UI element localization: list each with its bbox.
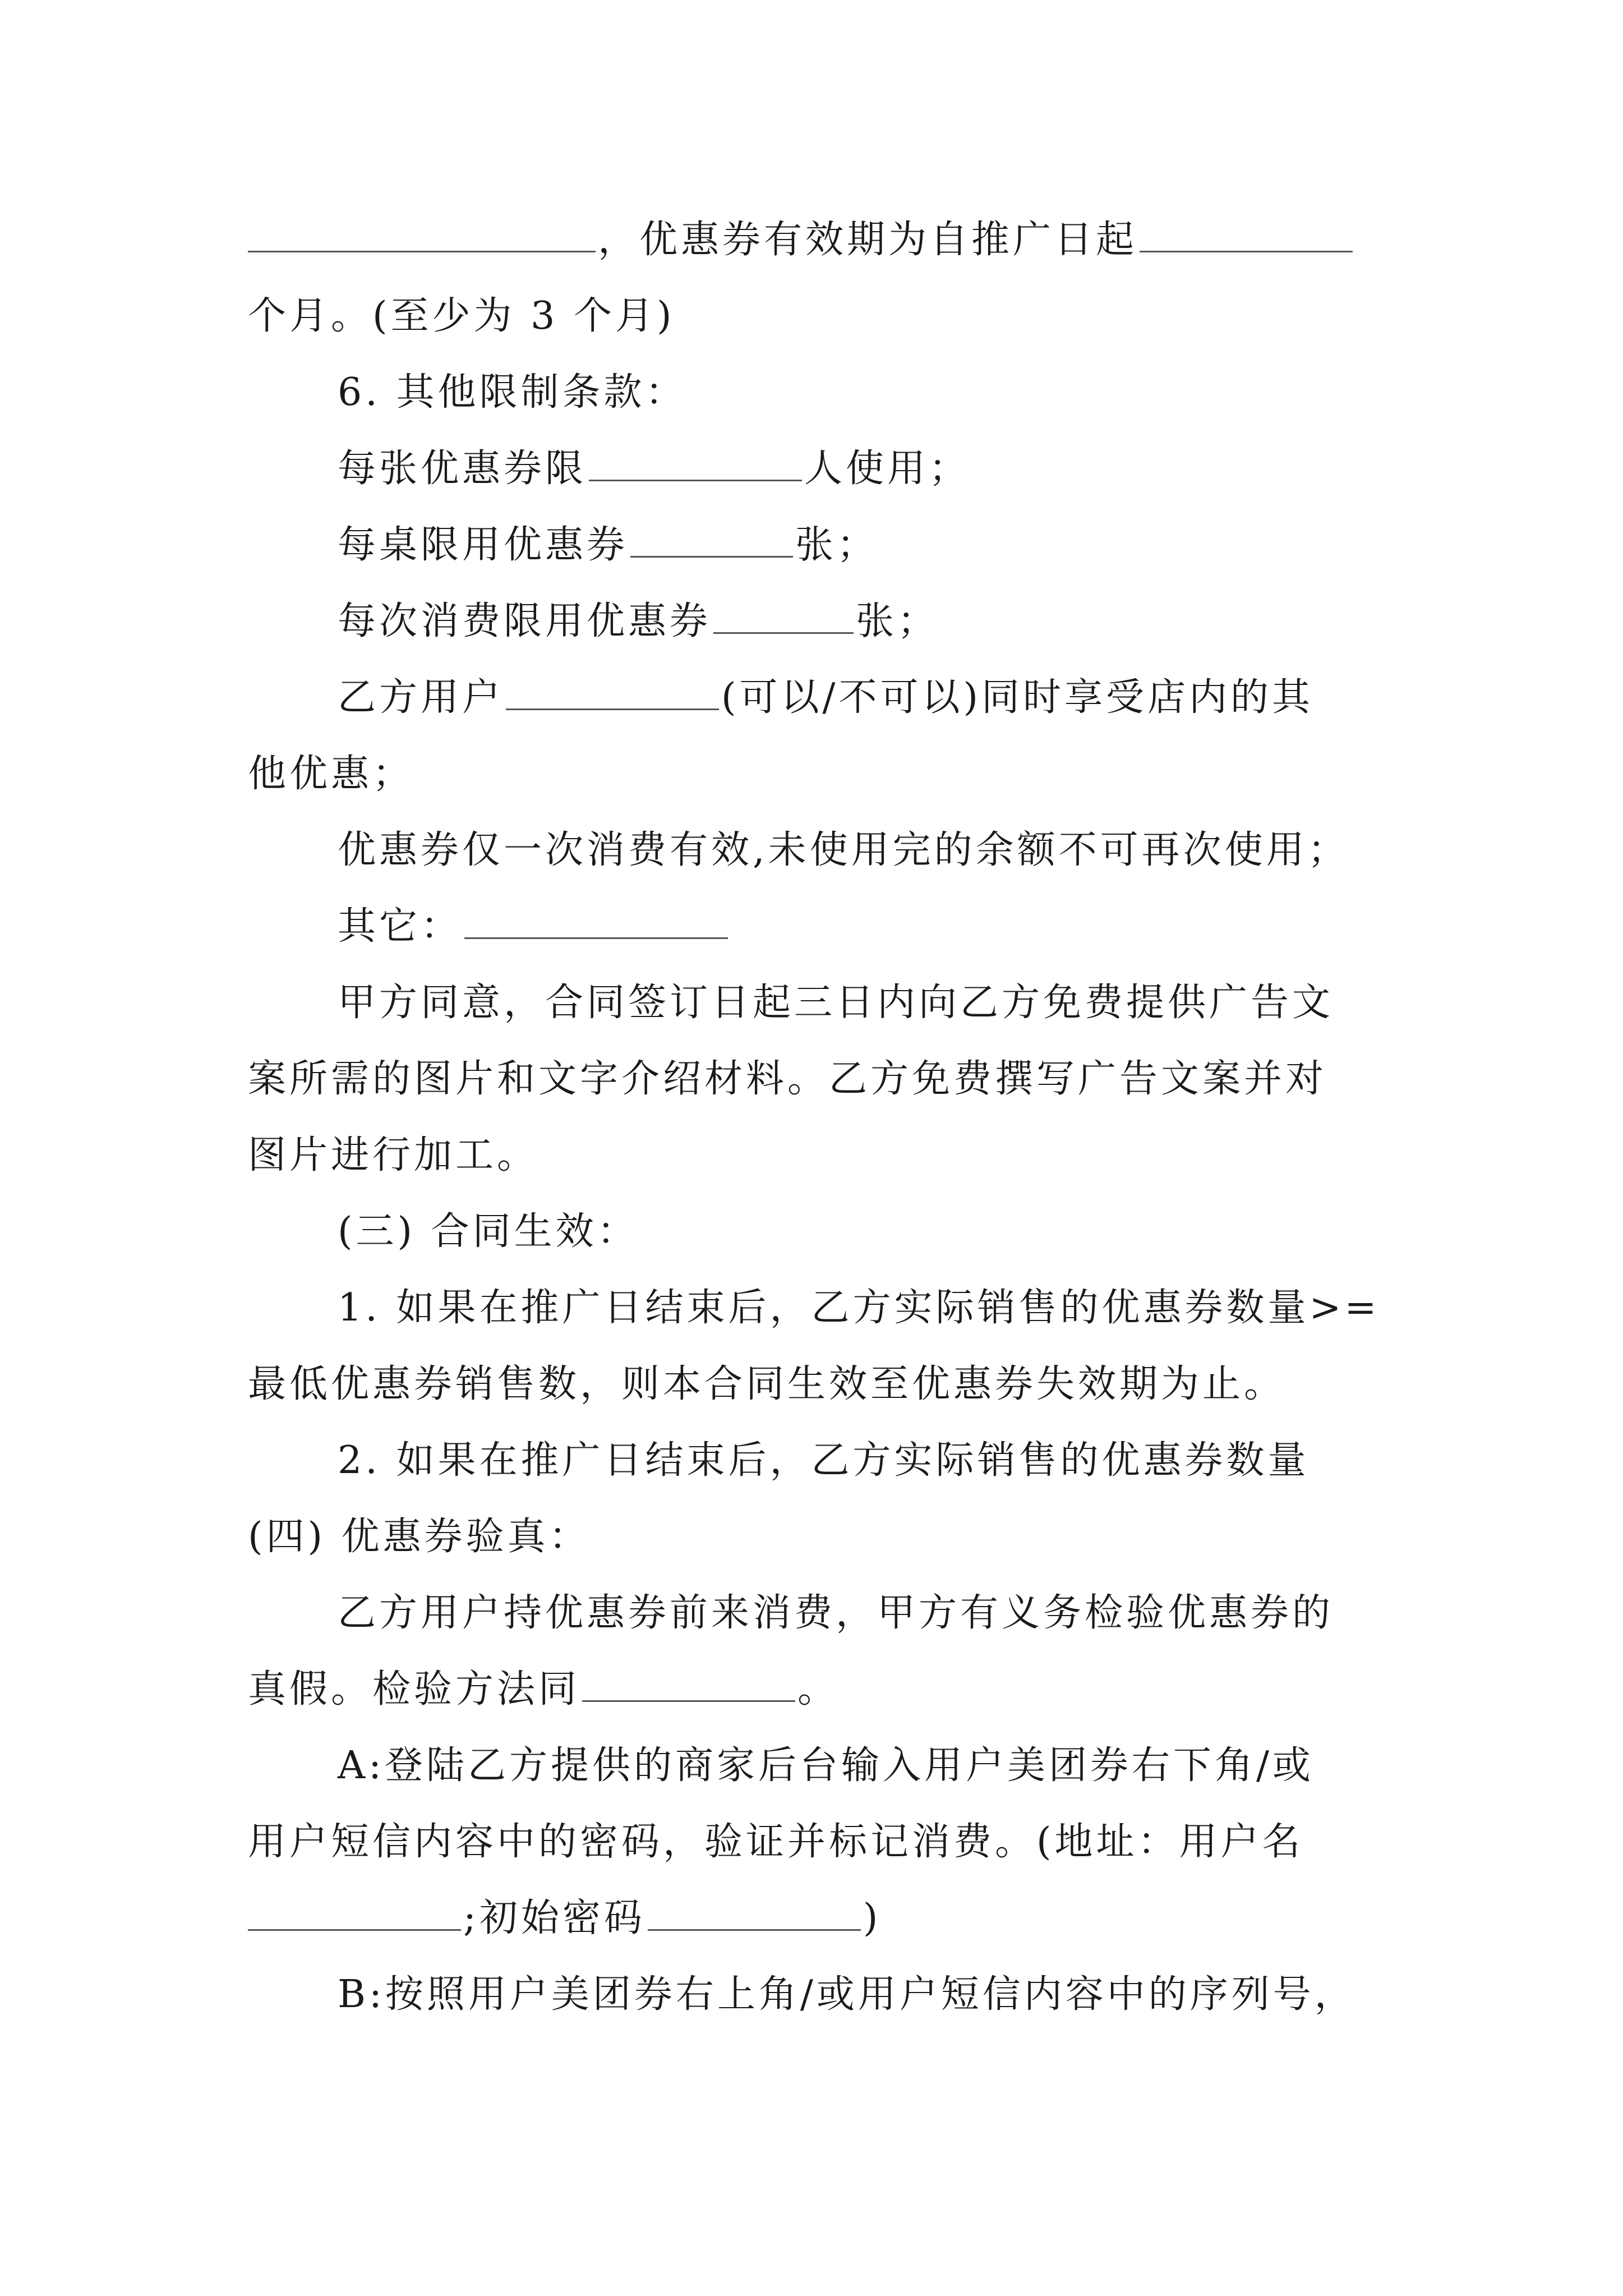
line-other: 其它： — [248, 889, 1387, 965]
blank-field[interactable] — [248, 1902, 461, 1931]
clause-3-2: 2. 如果在推广日结束后，乙方实际销售的优惠券数量 — [338, 1438, 1310, 1483]
line-per-table: 每桌限用优惠券 张； — [338, 523, 879, 567]
document-page — [248, 202, 1387, 2033]
blank-field[interactable] — [713, 605, 854, 634]
paragraph-verify-2: 真假。检验方法同 。 — [248, 1667, 840, 1711]
paragraph-materials-1: 甲方同意，合同签订日起三日内向乙方免费提供广告文 — [338, 981, 1334, 1025]
blank-field[interactable] — [648, 1902, 861, 1931]
option-a-2: 用户短信内容中的密码，验证并标记消费。(地址：用户名 — [248, 1820, 1304, 1864]
blank-field[interactable] — [248, 224, 596, 252]
paragraph-verify-1: 乙方用户持优惠券前来消费，甲方有义务检验优惠券的 — [338, 1591, 1334, 1635]
blank-field[interactable] — [582, 1673, 795, 1702]
line-months: 个月。(至少为 3 个月) — [248, 294, 675, 338]
paragraph-materials-3: 图片进行加工。 — [248, 1133, 539, 1177]
blank-field[interactable] — [1140, 224, 1353, 252]
paragraph-materials-2: 案所需的图片和文字介绍材料。乙方免费撰写广告文案并对 — [248, 1057, 1327, 1101]
section-3-heading: (三) 合同生效： — [338, 1209, 639, 1254]
option-b-1: B:按照用户美团券右上角/或用户短信内容中的序列号， — [338, 1972, 1356, 2017]
line-single-use: 优惠券仅一次消费有效,未使用完的余额不可再次使用； — [338, 828, 1349, 872]
option-a-1: A:登陆乙方提供的商家后台输入用户美团券右下角/或 — [338, 1743, 1314, 1788]
clause-6-heading: 6. 其他限制条款： — [338, 370, 687, 415]
line-validity: ，优惠券有效期为自推广日起 — [248, 202, 1387, 278]
line-other-discounts-cont: 他优惠； — [248, 752, 414, 796]
blank-field[interactable] — [464, 910, 728, 939]
clause-3-1: 1. 如果在推广日结束后，乙方实际销售的优惠券数量>= — [338, 1286, 1380, 1330]
line-per-visit: 每次消费限用优惠券 张； — [338, 599, 939, 643]
line-per-coupon: 每张优惠券限 人使用； — [338, 447, 971, 491]
blank-field[interactable] — [630, 529, 793, 558]
blank-field[interactable] — [506, 682, 719, 710]
clause-3-1-cont: 最低优惠券销售数，则本合同生效至优惠券失效期为止。 — [248, 1362, 1286, 1406]
section-4-heading: (四) 优惠券验真： — [248, 1515, 591, 1559]
option-a-3: ;初始密码 ) — [248, 1880, 1387, 1957]
line-other-discounts: 乙方用户 (可以/不可以)同时享受店内的其 — [338, 675, 1313, 720]
blank-field[interactable] — [589, 453, 802, 481]
